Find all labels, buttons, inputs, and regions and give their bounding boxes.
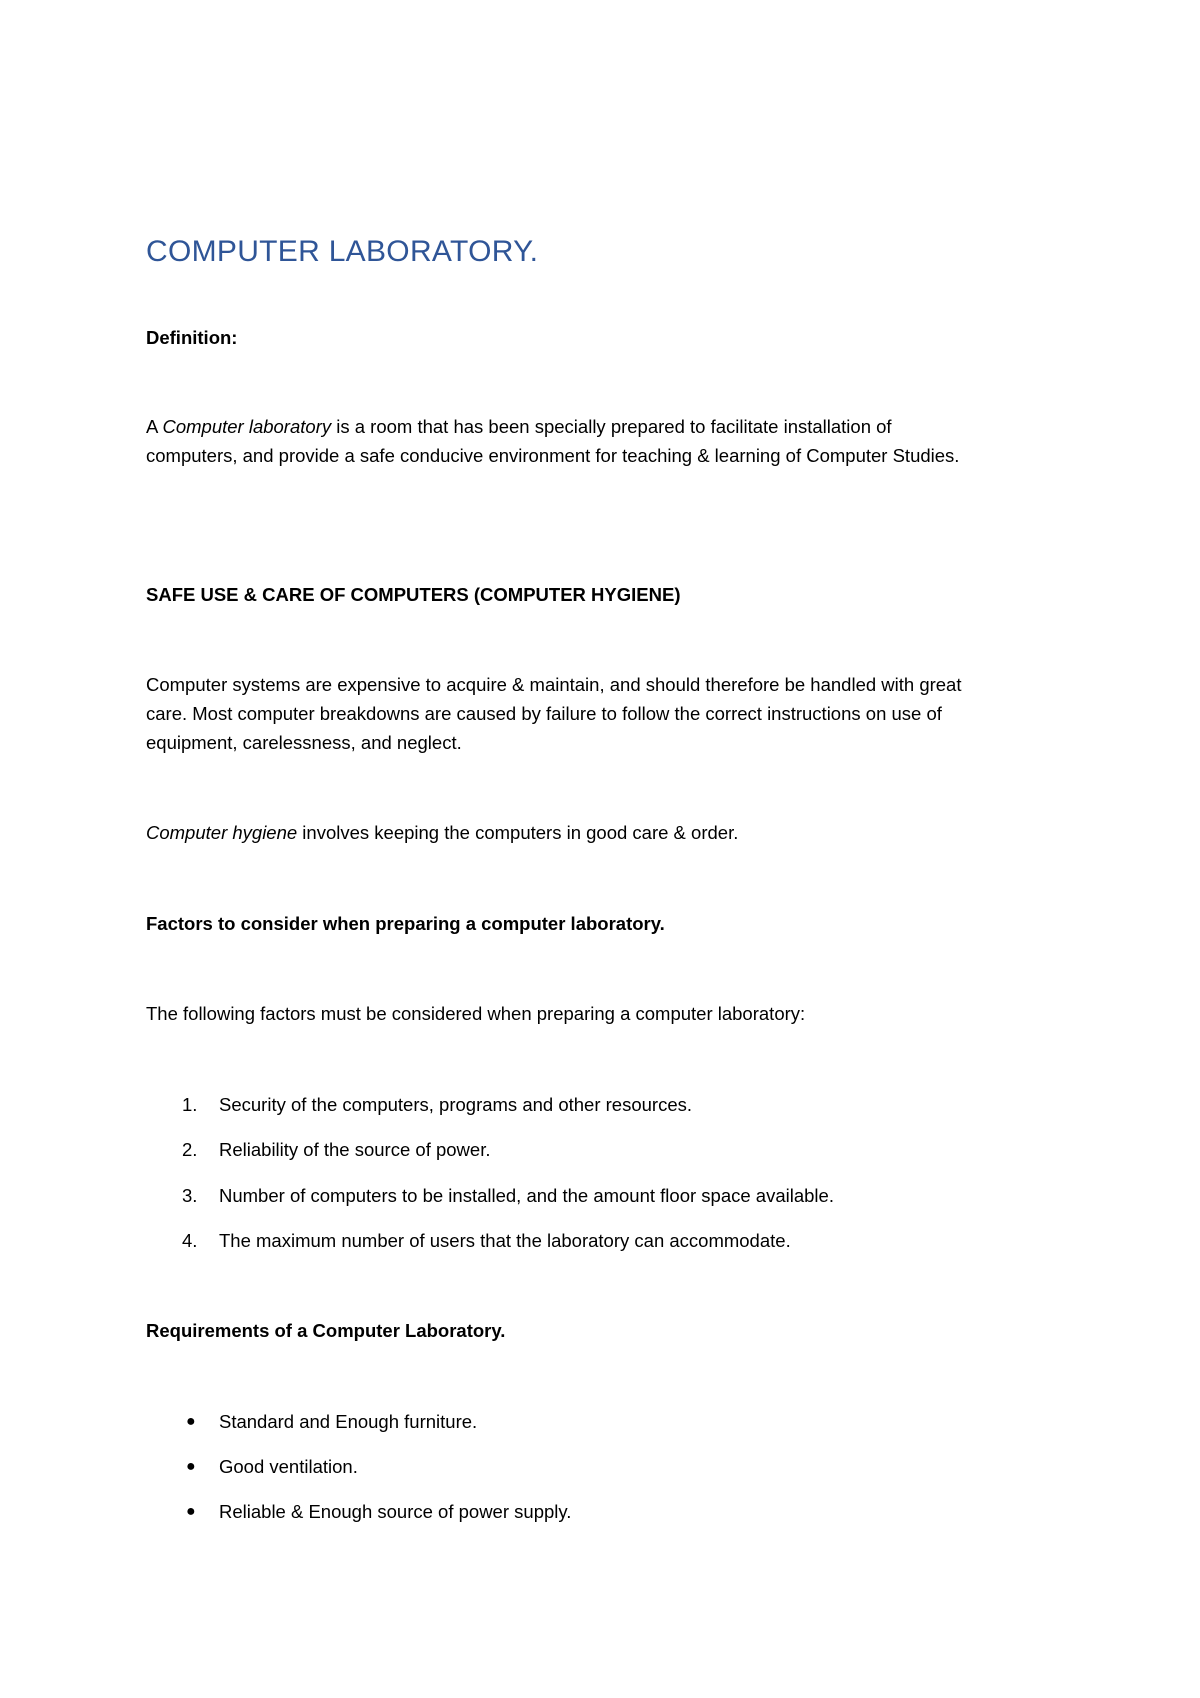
- hygiene-paragraph: [146, 818, 1066, 847]
- list-item-number: 1.: [182, 1094, 198, 1115]
- bullet-icon: ●: [186, 1503, 196, 1520]
- hygiene-rest: involves keeping the computers in good care & order.: [297, 822, 739, 843]
- definition-paragraph-line-1: [146, 412, 1066, 441]
- page-title: COMPUTER LABORATORY.: [146, 235, 539, 268]
- safe-use-heading: SAFE USE & CARE OF COMPUTERS (COMPUTER HYGIENE): [146, 584, 681, 605]
- factors-heading: Factors to consider when preparing a computer laboratory.: [146, 913, 665, 934]
- definition-paragraph-line-2: computers, and provide a safe conducive environment for teaching & learning of Computer Studies.: [146, 445, 960, 466]
- list-item-number: 2.: [182, 1139, 198, 1160]
- bullet-item-text: Reliable & Enough source of power supply.: [219, 1501, 572, 1522]
- hygiene-term: Computer hygiene: [146, 822, 298, 843]
- definition-rest: is a room that has been specially prepared to facilitate installation of: [331, 416, 892, 437]
- bullet-icon: ●: [186, 1413, 196, 1430]
- definition-lead: A: [146, 416, 163, 437]
- definition-term: Computer laboratory: [162, 416, 332, 437]
- requirements-heading: Requirements of a Computer Laboratory.: [146, 1320, 506, 1341]
- care-paragraph-line-1: Computer systems are expensive to acquire & maintain, and should therefore be handled with great: [146, 674, 962, 695]
- bullet-item-text: Standard and Enough furniture.: [219, 1411, 478, 1432]
- list-item-number: 4.: [182, 1230, 198, 1251]
- list-item-text: Security of the computers, programs and other resources.: [219, 1094, 692, 1115]
- factors-intro: The following factors must be considered when preparing a computer laboratory:: [146, 1003, 806, 1024]
- bullet-item-text: Good ventilation.: [219, 1456, 358, 1477]
- bullet-icon: ●: [186, 1458, 196, 1475]
- list-item-text: The maximum number of users that the laboratory can accommodate.: [219, 1230, 791, 1251]
- list-item-text: Reliability of the source of power.: [219, 1139, 491, 1160]
- care-paragraph-line-3: equipment, carelessness, and neglect.: [146, 732, 462, 753]
- definition-heading: Definition:: [146, 327, 238, 348]
- list-item-text: Number of computers to be installed, and the amount floor space available.: [219, 1185, 834, 1206]
- care-paragraph-line-2: care. Most computer breakdowns are caused by failure to follow the correct instructions on use of: [146, 703, 942, 724]
- list-item-number: 3.: [182, 1185, 198, 1206]
